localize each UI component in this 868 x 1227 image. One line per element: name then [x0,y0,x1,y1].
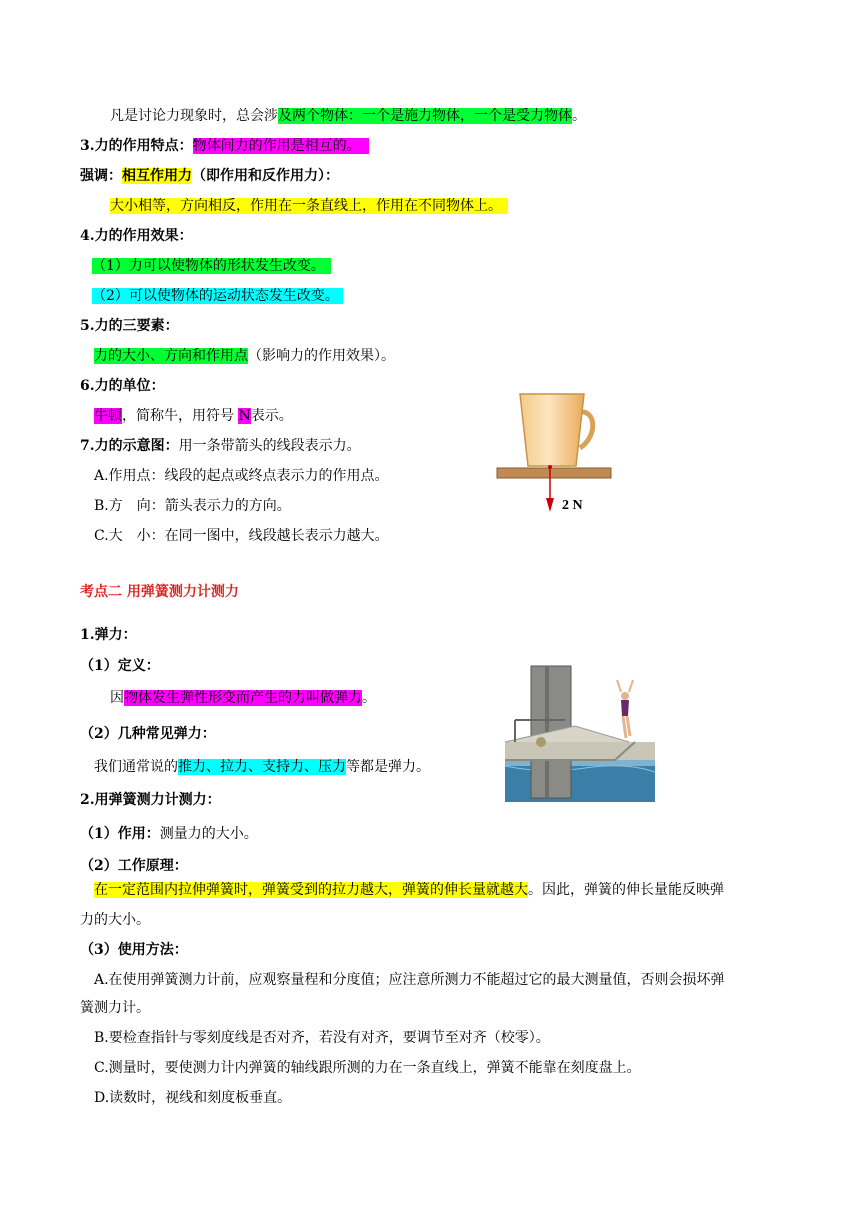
section-2-title: 考点二 用弹簧测力计测力 [80,584,239,600]
definition-label: （1）定义： [80,658,160,674]
heading-6: 6.力的单位： [80,378,165,394]
diagram-point-c: C.大 小：在同一图中，线段越长表示力越大。 [94,528,389,544]
paragraph-intro [110,106,586,126]
spring-scale-heading: 2.用弹簧测力计测力： [80,792,221,808]
fulcrum [536,737,546,747]
effect-item-2-text: （2）可以使物体的运动状态发生改变。 [92,288,343,304]
method-a-line-2: 簧测力计。 [80,1000,150,1016]
emphasis-label: 强调： [80,168,122,184]
intro-end: 。 [572,108,586,124]
intro-text: 凡是讨论力现象时，总会涉 [110,108,278,124]
principle-highlight: 在一定范围内拉伸弹簧时，弹簧受到的拉力越大，弹簧的伸长量就越大 [94,882,528,898]
heading-7-label: 7.力的示意图： [80,438,179,454]
unit-name-highlight: 牛顿 [94,408,122,424]
heading-3-highlight: 物体间力的作用是相互的。 [193,138,369,154]
intro-highlight: 及两个物体：一个是施力物体，一个是受力物体 [278,108,572,124]
heading-7-text: 用一条带箭头的线段表示力。 [178,438,361,454]
diagram-point-b: B.方 向：箭头表示力的方向。 [94,498,291,514]
unit-end-text: 表示。 [250,408,293,424]
three-elements-highlight: 力的大小、方向和作用点 [94,348,248,364]
cup-diagram-svg [494,390,618,516]
types-end: 等都是弹力。 [346,759,430,775]
cup-body [520,394,584,466]
table-surface [497,468,611,478]
heading-7 [80,436,361,456]
diving-svg [505,664,655,802]
emphasis-highlight: 相互作用力 [122,168,192,184]
heading-4: 4.力的作用效果： [80,228,193,244]
purpose-label: （1）作用： [80,826,160,842]
purpose-text: 测量力的大小。 [159,826,258,842]
purpose-line [80,824,258,844]
method-b: B.要检查指针与零刻度线是否对齐，若没有对齐，要调节至对齐（校零）。 [94,1030,550,1046]
force-label: 2 N [562,498,583,513]
method-label: （3）使用方法： [80,942,188,958]
principle-continuation: 力的大小。 [80,912,150,928]
emphasis-suffix: （即作用和反作用力）： [192,168,339,184]
diving-board-picture [505,664,655,802]
heading-5: 5.力的三要素： [80,318,179,334]
definition-end: 。 [362,690,376,706]
elastic-heading: 1.弹力： [80,627,137,643]
definition-pre: 因 [110,690,124,706]
effect-item-1-text: （1）力可以使物体的形状发生改变。 [92,258,331,274]
principle-line [94,880,724,900]
definition-highlight: 物体发生弹性形变而产生的力叫做弹力 [124,690,362,706]
types-highlight: 推力、拉力、支持力、压力 [178,759,346,775]
effect-item-1 [92,256,331,276]
heading-3-label: 3.力的作用特点： [80,138,193,154]
method-c: C.测量时，要使测力计内弹簧的轴线跟所测的力在一条直线上，弹簧不能靠在刻度盘上。 [94,1060,641,1076]
three-elements-note: （影响力的作用效果）。 [248,348,395,364]
emphasis-line [80,166,339,186]
force-arrow-head [546,498,554,512]
cup-force-diagram [494,390,618,516]
pool-water [505,760,655,802]
heading-3 [80,136,369,156]
unit-line [94,406,293,426]
method-d: D.读数时，视线和刻度板垂直。 [94,1090,292,1106]
emphasis-detail-highlight: 大小相等，方向相反，作用在一条直线上，作用在不同物体上。 [110,198,508,214]
types-line [94,757,430,777]
types-pre: 我们通常说的 [94,759,178,775]
types-label: （2）几种常见弹力： [80,726,216,742]
effect-item-2 [92,286,343,306]
diagram-point-a: A.作用点：线段的起点或终点表示力的作用点。 [94,468,389,484]
principle-text: 。因此，弹簧的伸长量能反映弹 [528,882,724,898]
three-elements [94,346,395,366]
unit-symbol-highlight: N [238,408,251,424]
principle-label: （2）工作原理： [80,858,188,874]
emphasis-detail [110,196,508,216]
unit-mid-text: ，简称牛，用符号 [122,408,239,424]
method-a-line-1: A.在使用弹簧测力计前，应观察量程和分度值；应注意所测力不能超过它的最大测量值，否则会损坏弹 [94,972,725,988]
definition-line [110,688,376,708]
